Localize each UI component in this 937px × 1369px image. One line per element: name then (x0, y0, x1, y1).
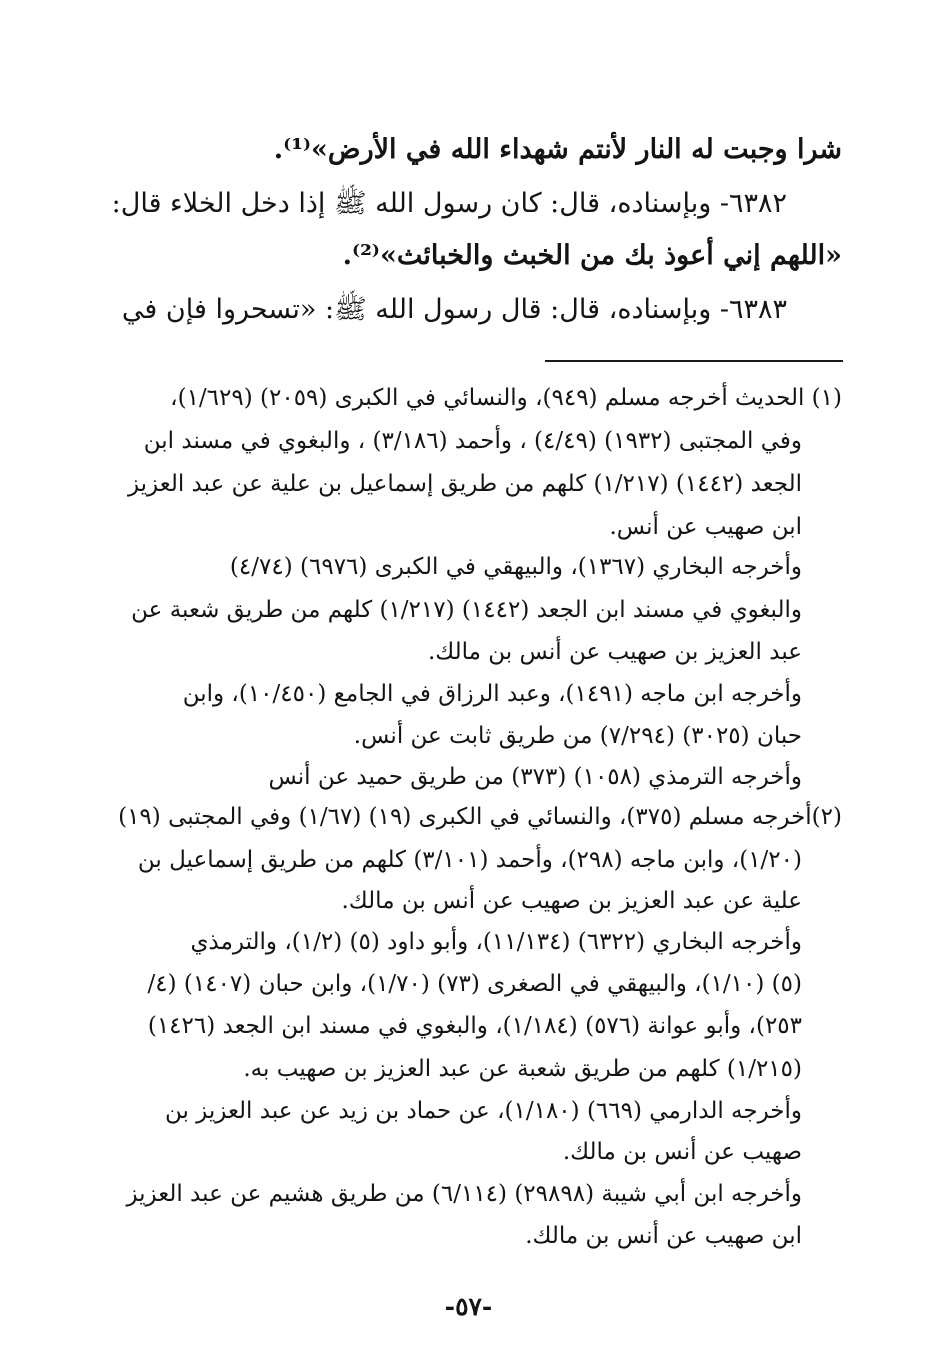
footnote-2-line-4: وأخرجه البخاري (٦٣٢٢) (١١/١٣٤)، وأبو داود (٥) (١/٢)، والترمذي (190, 929, 802, 955)
body-line-1: شرا وجبت له النار لأنتم شهداء الله في الأرض»⁽¹⁾. (273, 134, 842, 165)
footnote-2-line-9: صهيب عن أنس بن مالك. (562, 1139, 802, 1165)
footnote-2-line-1: (٢)أخرجه مسلم (٣٧٥)، والنسائي في الكبرى (١٩) (١/٦٧) وفي المجتبى (١٩) (118, 804, 842, 830)
page-number: -٥٧- (444, 1292, 493, 1321)
footnote-2-line-11: ابن صهيب عن أنس بن مالك. (525, 1223, 802, 1249)
footnote-1-line-7: عبد العزيز بن صهيب عن أنس بن مالك. (427, 639, 802, 665)
footnote-1-line-2: وفي المجتبى (١٩٣٢) (٤/٤٩) ، وأحمد (٣/١٨٦) ، والبغوي في مسند ابن (143, 428, 802, 454)
footnote-2-line-6: ٢٥٣)، وأبو عوانة (٥٧٦) (١/١٨٤)، والبغوي في مسند ابن الجعد (١٤٢٦) (147, 1013, 802, 1039)
footnote-1-line-3: الجعد (١٤٤٢) (١/٢١٧) كلهم من طريق إسماعيل بن علية عن عبد العزيز (127, 471, 802, 497)
body-line-4-hadith-6383: ٦٣٨٣- وبإسناده، قال: قال رسول الله ﷺ: «تسحروا فإن في (121, 294, 787, 325)
footnote-2-line-3: علية عن عبد العزيز بن صهيب عن أنس بن مالك. (341, 888, 802, 914)
footnote-separator (545, 360, 843, 362)
footnote-1-line-10: وأخرجه الترمذي (١٠٥٨) (٣٧٣) من طريق حميد عن أنس (268, 764, 802, 790)
body-line-2-hadith-6382: ٦٣٨٢- وبإسناده، قال: كان رسول الله ﷺ إذا دخل الخلاء قال: (111, 188, 787, 219)
footnote-2-line-8: وأخرجه الدارمي (٦٦٩) (١/١٨٠)، عن حماد بن زيد عن عبد العزيز بن (164, 1098, 802, 1124)
footnote-1-line-8: وأخرجه ابن ماجه (١٤٩١)، وعبد الرزاق في الجامع (١٠/٤٥٠)، وابن (182, 681, 802, 707)
footnote-1-line-5: وأخرجه البخاري (١٣٦٧)، والبيهقي في الكبرى (٦٩٧٦) (٤/٧٤) (229, 554, 802, 580)
footnote-2-line-5: (٥) (١/١٠)، والبيهقي في الصغرى (٧٣) (١/٧٠)، وابن حبان (١٤٠٧) (٤/ (147, 971, 802, 997)
footnote-2-line-10: وأخرجه ابن أبي شيبة (٢٩٨٩٨) (٦/١١٤) من طريق هشيم عن عبد العزيز (126, 1181, 802, 1207)
footnote-2-line-2: (١/٢٠)، وابن ماجه (٢٩٨)، وأحمد (٣/١٠١) كلهم من طريق إسماعيل بن (137, 847, 802, 873)
footnote-2-line-7: (١/٢١٥) كلهم من طريق شعبة عن عبد العزيز بن صهيب به. (243, 1056, 802, 1082)
footnote-1-line-1: (١) الحديث أخرجه مسلم (٩٤٩)، والنسائي في الكبرى (٢٠٥٩) (١/٦٢٩)، (170, 385, 842, 411)
body-line-3-dua: «اللهم إني أعوذ بك من الخبث والخبائث»⁽²⁾. (342, 240, 842, 271)
footnote-1-line-9: حبان (٣٠٢٥) (٧/٢٩٤) من طريق ثابت عن أنس. (353, 723, 802, 749)
footnote-1-line-6: والبغوي في مسند ابن الجعد (١٤٤٢) (١/٢١٧) كلهم من طريق شعبة عن (131, 597, 802, 623)
footnote-1-line-4: ابن صهيب عن أنس. (609, 514, 802, 540)
